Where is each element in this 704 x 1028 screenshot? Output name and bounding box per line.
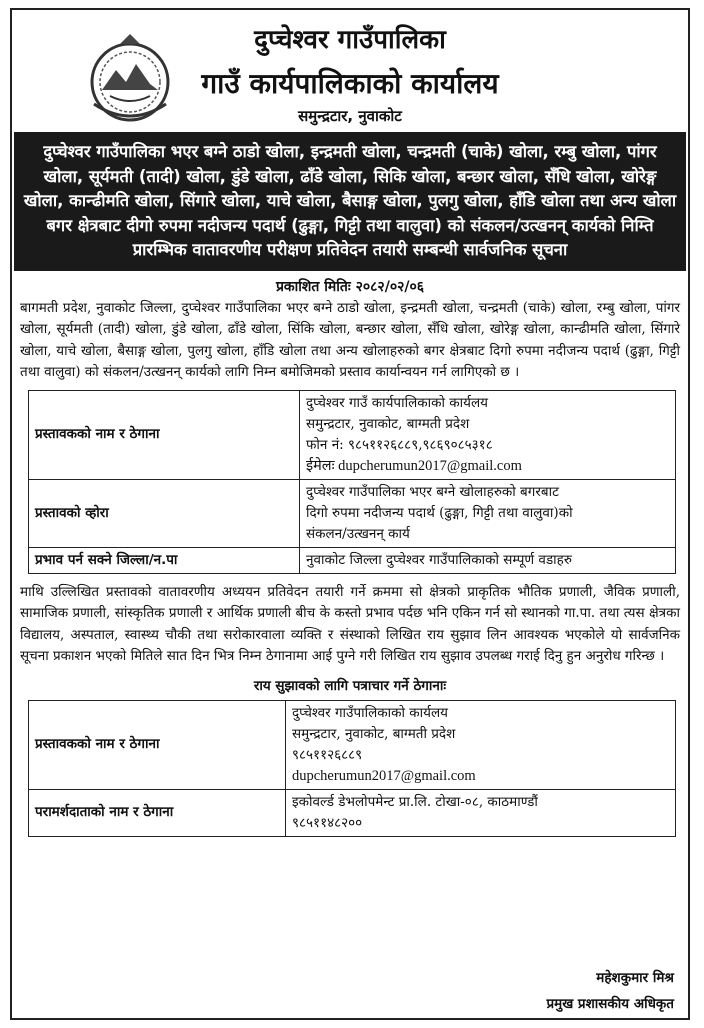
office-name: गाउँ कार्यपालिकाको कार्यालय [201,67,499,100]
office-address: समुन्द्रटार, नुवाकोट [298,107,402,125]
signatory-title: प्रमुख प्रशासकीय अधिकृत [546,996,674,1012]
proposal-detail-label: प्रस्तावको व्होरा [29,479,300,547]
proposal-detail-line-3: संकलन/उत्खनन् कार्य [306,525,410,542]
consultant-phone: ९८५११४८२०० [292,814,363,831]
contact-proposer-label: प्रस्तावकको नाम र ठेगाना [29,700,286,789]
body-paragraph: माथि उल्लिखित प्रस्तावको वातावरणीय अध्ययन प्रतिवेदन तयारी गर्ने क्रममा सो क्षेत्रको प्राकृतिक भौतिक प्रणाली, जैविक प्रणाली, सामाजिक प्रणाली, सांस्कृतिक प्रणाली र आर्थिक प्रणाली बीच के कस्तो प्रभाव पर्दछ भनि एकिन गर्न सो स्थानको गा.पा. तथा त्यस क्षेत्रका विद्यालय, अस्पताल, स्वास्थ्य चौकी तथा सरोकारवाला व्यक्ति र संस्थाको लिखित राय सुझाव लिन आवश्यक भएकोले यो सार्वजनिक सूचना प्रकाशन भएको मितिले सात दिन भित्र निम्न ठेगानामा आई पुग्ने गरी लिखित राय सुझाव उपलब्ध गराई दिनु हुन अनुरोध गरिन्छ । [20,583,680,664]
intro-paragraph: बागमती प्रदेश, नुवाकोट जिल्ला, दुप्चेश्वर गाउँपालिका भएर बग्ने ठाडो खोला, इन्द्रमती खोला, चन्द्रमती (चाके) खोला, रम्बु खोला, पांगर खोला, सूर्यमती (तादी) खोला, डुंडे खोला, ढाँडे खोला, सिंकि खोला, बन्छार खोला, सँधि खोला, खोरेङ्ग खोला, कान्ढीमति खोला, सिंगारे खोला, याचे खोला, बैसाङ्ग खोला, पुलगु खोला, हाँडि खोला तथा अन्य खोलाहरुको बगर क्षेत्रबाट दिगो रुपमा नदीजन्य पदार्थ (ढुङ्गा, गिट्टी तथा वालुवा) को संकलन/उत्खनन् कार्यको लागि निम्न बमोजिमको प्रस्ताव कार्यान्वयन गर्न लागिएको छ । [20,299,680,380]
proposal-table [28,390,676,574]
notice-header [12,10,688,128]
proposer-email: ईमेलः dupcherumun2017@gmail.com [306,457,522,474]
table-row [29,547,676,573]
contact-proposer-line-1: दुप्चेश्वर गाउँपालिकाको कार्यलय [292,704,448,721]
table-row [29,390,676,479]
notice-frame [10,8,690,1020]
proposer-line-1: दुप्चेश्वर गाउँ कार्यपालिकाको कार्यलय [306,394,488,411]
published-date: प्रकाशित मितिः २०८२/०२/०६ [275,278,425,295]
table-row [29,479,676,547]
contact-heading: राय सुझावको लागि पत्राचार गर्ने ठेगानाः [253,677,447,694]
proposer-phone: फोन नं: ९८५११२६८८९,९८६९०८५३१८ [306,436,493,453]
contact-proposer-line-2: समुन्द्रटार, नुवाकोट, बाग्मती प्रदेश [292,725,456,742]
proposer-line-2: समुन्द्रटार, नुवाकोट, बाग्मती प्रदेश [306,415,470,432]
proposal-detail-value [300,479,676,547]
proposal-detail-line-1: दुप्चेश्वर गाउँपालिका भएर बग्ने खोलाहरुको बगरबाट [306,483,559,500]
municipality-name: दुप्चेश्वर गाउँपालिका [254,25,446,55]
contact-table [28,700,676,837]
consultant-line-1: इकोवर्ल्ड डेभलोपमेन्ट प्रा.लि. टोखा-०८, काठमाण्डौं [292,793,538,810]
consultant-value [286,789,676,836]
proposer-label: प्रस्तावकको नाम र ठेगाना [29,390,300,479]
affected-area-value: नुवाकोट जिल्ला दुप्चेश्वर गाउँपालिकाको सम्पूर्ण वडाहरु [300,547,676,573]
table-row [29,789,676,836]
affected-area-label: प्रभाव पर्न सक्ने जिल्ला/न.पा [29,547,300,573]
contact-proposer-phone: ९८५११२६८८९ [292,746,363,763]
contact-proposer-value [286,700,676,789]
table-row [29,700,676,789]
notice-title-banner: दुप्चेश्वर गाउँपालिका भएर बग्ने ठाडो खोला, इन्द्रमती खोला, चन्द्रमती (चाके) खोला, रम्बु खोला, पांगर खोला, सूर्यमती (तादी) खोला, डुंडे खोला, ढाँडे खोला, सिकि खोला, बन्छार खोला, सँधि खोला, खोरेङ्ग खोला, कान्ढीमति खोला, सिंगारे खोला, याचे खोला, बैसाङ्ग खोला, पुलगु खोला, हाँडि खोला तथा अन्य खोला बगर क्षेत्रबाट दीगो रुपमा नदीजन्य पदार्थ (ढुङ्गा, गिट्टी तथा वालुवा) को संकलन/उत्खनन् कार्यको निम्ति प्रारम्भिक वातावरणीय परीक्षण प्रतिवेदन तयारी सम्बन्धी सार्वजनिक सूचना [14,132,686,271]
consultant-label: परामर्शदाताको नाम र ठेगाना [29,789,286,836]
proposal-detail-line-2: दिगो रुपमा नदीजन्य पदार्थ (ढुङ्गा, गिट्टी तथा वालुवा)को [306,504,573,521]
proposer-value [300,390,676,479]
signatory-name: महेशकुमार मिश्र [596,970,674,986]
contact-proposer-email: dupcherumun2017@gmail.com [292,767,476,784]
